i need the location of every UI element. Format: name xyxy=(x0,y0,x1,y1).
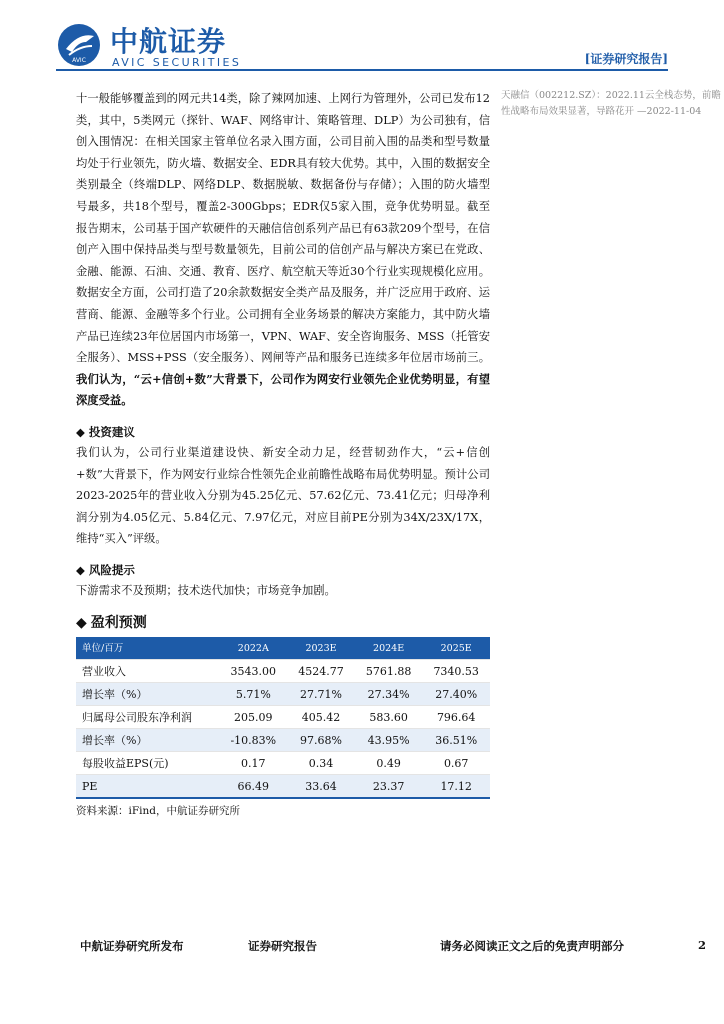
table-cell: 23.37 xyxy=(355,775,423,799)
table-header-cell: 2022A xyxy=(219,637,287,660)
table-header-cell: 2024E xyxy=(355,637,423,660)
logo-en-text: AVIC SECURITIES xyxy=(112,56,242,69)
analysis-conclusion: 我们认为，“云+信创+数”大背景下，公司作为网安行业领先企业优势明显，有望深度受益。 xyxy=(76,371,490,408)
logo-cn-text: 中航证券 xyxy=(110,25,227,58)
sidebar-related-report: 天融信（002212.SZ）：2022.11云全栈态势，前瞻性战略布局效果显著，导路花开 —2022-11-04 xyxy=(501,90,721,117)
footer-report-type: 证券研究报告 xyxy=(248,939,317,953)
table-cell: 36.51% xyxy=(422,729,490,752)
table-cell: 7340.53 xyxy=(422,660,490,683)
report-footer xyxy=(80,938,706,958)
diamond-bullet-icon: ◆ xyxy=(76,615,87,632)
diamond-bullet-icon: ◆ xyxy=(76,562,85,577)
table-row-label: 增长率（%） xyxy=(76,683,219,706)
table-cell: 17.12 xyxy=(422,775,490,799)
header-divider xyxy=(56,69,668,71)
table-row xyxy=(76,775,490,799)
table-cell: 796.64 xyxy=(422,706,490,729)
table-cell: 3543.00 xyxy=(219,660,287,683)
risk-paragraph: 下游需求不及预期；技术迭代加快；市场竞争加剧。 xyxy=(76,583,336,597)
table-cell: 5.71% xyxy=(219,683,287,706)
table-cell: 0.49 xyxy=(355,752,423,775)
forecast-table xyxy=(76,637,490,799)
table-cell: 43.95% xyxy=(355,729,423,752)
data-source-note: 资料来源：iFind，中航证券研究所 xyxy=(76,805,240,818)
table-header-cell: 2025E xyxy=(422,637,490,660)
analysis-text: 十一般能够覆盖到的网元共14类，除了辣网加速、上网行为管理外，公司已发布12类，其中，5类网元（探针、WAF、网络审计、策略管理、DLP）为公司独有，信创入围情况：在相关国家主管单位名录入围方面，公司目前入围的品类和型号数量均处于行业领先，防火墙、数据安全、EDR具有较大优势。其中，入围的数据安全类别最全（终端DLP、网络DLP、数据脱敏、数据备份与存储）；入围的防火墙型号最多，共18个型号，覆盖2-300Gbps；EDR仅5家入围，竞争优势明显。截至报告期末，公司基于国产软硬件的天融信信创系列产品已有63款209个型号，在信创产入围中保持品类与型号数量领先，目前公司的信创产品与解决方案已在党政、金融、能源、石油、交通、教育、医疗、航空航天等近30个行业实现规模化应用。数据安全方面，公司打造了20余款数据安全类产品及服务，并广泛应用于政府、运营商、能源、金融等多个行业。公司拥有全业务场景的解决方案能力，其中防火墙产品已连续23年位居国内市场第一，VPN、WAF、安全咨询服务、MSS（托管安全服务）、MSS+PSS（安全服务）、网闸等产品和服务已连续多年位居市场前三。 xyxy=(76,92,490,365)
section-forecast xyxy=(76,613,490,633)
table-row-label: 增长率（%） xyxy=(76,729,219,752)
table-row xyxy=(76,660,490,683)
section-forecast-title: 盈利预测 xyxy=(90,615,147,632)
page-number: 2 xyxy=(697,938,706,952)
table-header-cell: 单位/百万 xyxy=(76,637,219,660)
table-row xyxy=(76,706,490,729)
section-risk xyxy=(76,560,490,580)
table-header-row xyxy=(76,637,490,660)
table-cell: 0.17 xyxy=(219,752,287,775)
report-header xyxy=(56,20,668,82)
report-type-tag: [证券研究报告] xyxy=(584,52,668,66)
table-row-label: PE xyxy=(76,775,219,799)
table-cell: 5761.88 xyxy=(355,660,423,683)
table-row-label: 每股收益EPS(元) xyxy=(76,752,219,775)
table-row xyxy=(76,752,490,775)
footer-disclaimer: 请务必阅读正文之后的免责声明部分 xyxy=(440,939,624,953)
table-cell: 27.71% xyxy=(287,683,355,706)
avic-logo-icon xyxy=(56,22,102,68)
section-investment xyxy=(76,422,490,442)
table-cell: 583.60 xyxy=(355,706,423,729)
footer-publisher: 中航证券研究所发布 xyxy=(80,939,184,953)
diamond-bullet-icon: ◆ xyxy=(76,424,85,439)
table-row-label: 归属母公司股东净利润 xyxy=(76,706,219,729)
table-cell: -10.83% xyxy=(219,729,287,752)
table-cell: 97.68% xyxy=(287,729,355,752)
table-row xyxy=(76,683,490,706)
section-risk-title: 风险提示 xyxy=(88,562,135,577)
table-cell: 27.34% xyxy=(355,683,423,706)
table-header-cell: 2023E xyxy=(287,637,355,660)
table-cell: 27.40% xyxy=(422,683,490,706)
section-investment-title: 投资建议 xyxy=(88,424,135,439)
table-cell: 4524.77 xyxy=(287,660,355,683)
analysis-paragraph xyxy=(76,88,490,412)
table-row xyxy=(76,729,490,752)
main-content xyxy=(76,88,490,820)
table-cell: 33.64 xyxy=(287,775,355,799)
table-cell: 405.42 xyxy=(287,706,355,729)
table-cell: 0.34 xyxy=(287,752,355,775)
investment-paragraph: 我们认为，公司行业渠道建设快、新安全动力足，经营韧劲作大，“云+信创+数”大背景下，作为网安行业综合性领先企业前瞻性战略布局优势明显。预计公司2023-2025年的营业收入分别为45.25亿元、57.62亿元、73.41亿元；归母净利润分别为4.05亿元、5.84亿元、7.97亿元，对应目前PE分别为34X/23X/17X，维持“买入”评级。 xyxy=(76,445,490,546)
table-cell: 66.49 xyxy=(219,775,287,799)
table-cell: 205.09 xyxy=(219,706,287,729)
table-cell: 0.67 xyxy=(422,752,490,775)
table-row-label: 营业收入 xyxy=(76,660,219,683)
logo-badge: AVIC xyxy=(72,57,86,64)
